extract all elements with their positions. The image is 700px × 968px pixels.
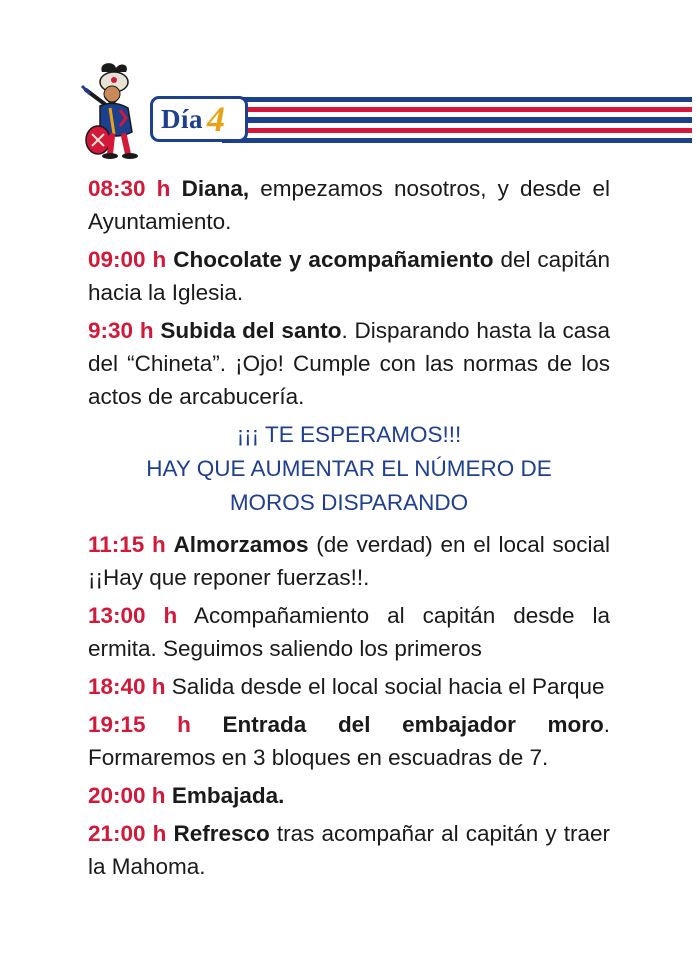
schedule-entry xyxy=(88,779,610,812)
entry-title: Almorzamos xyxy=(173,532,309,557)
entry-text: del capitán hacia la Iglesia. xyxy=(88,247,610,305)
schedule-entry xyxy=(88,243,610,309)
entry-time: 19:15 h xyxy=(88,712,191,737)
entry-text: . Disparando hasta la casa del “Chineta”. ¡Ojo! Cumple con las normas de los actos de arcabucería. xyxy=(88,318,610,409)
flag-stripes xyxy=(222,97,692,144)
day-word: Día xyxy=(161,103,203,134)
schedule-entry xyxy=(88,817,610,883)
entry-title: Chocolate y acompañamiento xyxy=(173,247,494,272)
entry-text: (de verdad) en el local social ¡¡Hay que reponer fuerzas!!. xyxy=(88,532,610,590)
day-label-box xyxy=(150,96,248,142)
schedule-entry xyxy=(88,708,610,774)
highlight-message xyxy=(88,418,610,520)
entry-title: Diana, xyxy=(181,176,250,201)
schedule-entry xyxy=(88,314,610,413)
entry-time: 11:15 h xyxy=(88,532,166,557)
entry-text: . Formaremos en 3 bloques en escuadras de 7. xyxy=(88,712,610,770)
entry-title: Refresco xyxy=(173,821,270,846)
entry-time: 08:30 h xyxy=(88,176,171,201)
entry-text: tras acompañar al capitán y traer la Mahoma. xyxy=(88,821,610,879)
highlight-line: HAY QUE AUMENTAR EL NÚMERO DE xyxy=(146,456,552,481)
entry-text: empezamos nosotros, y desde el Ayuntamiento. xyxy=(88,176,610,234)
entry-time: 21:00 h xyxy=(88,821,167,846)
entry-title: Subida del santo xyxy=(160,318,342,343)
entry-text: Salida desde el local social hacia el Parque xyxy=(165,674,605,699)
schedule-entry xyxy=(88,528,610,594)
entry-title: Entrada del embajador moro xyxy=(222,712,604,737)
schedule-entry xyxy=(88,172,610,238)
highlight-line: MOROS DISPARANDO xyxy=(229,490,469,515)
schedule-entry xyxy=(88,599,610,665)
schedule-entry xyxy=(88,670,610,703)
entry-time: 9:30 h xyxy=(88,318,154,343)
moor-warrior-mascot-icon xyxy=(80,60,156,160)
day-number: 4 xyxy=(207,99,225,139)
entry-time: 18:40 h xyxy=(88,674,166,699)
highlight-line: ¡¡¡ TE ESPERAMOS!!! xyxy=(236,422,462,447)
entry-time: 20:00 h xyxy=(88,783,166,808)
entry-title: Embajada. xyxy=(171,783,285,808)
entry-time: 13:00 h xyxy=(88,603,178,628)
entry-time: 09:00 h xyxy=(88,247,167,272)
schedule xyxy=(88,172,610,888)
entry-text: Acompañamiento al capitán desde la ermita. Seguimos saliendo los primeros xyxy=(88,603,611,661)
